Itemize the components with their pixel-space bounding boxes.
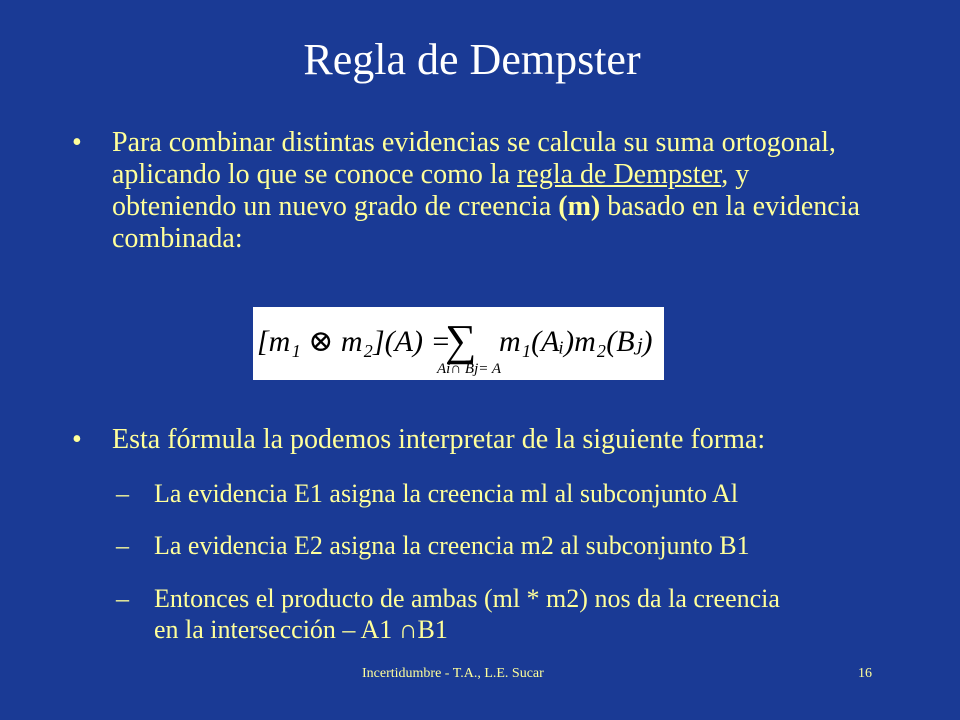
formula-sum-index: Ai∩ Bj= A — [437, 361, 502, 377]
sub-item-e1 — [116, 478, 738, 509]
formula-box — [253, 307, 664, 380]
sub-item-text: La evidencia E1 asigna la creencia ml al subconjunto Al — [154, 479, 739, 508]
m-label: (m) — [558, 191, 601, 222]
sub-item-e2 — [116, 530, 750, 561]
sub-item-text-cont: en la intersección – A1 ∩B1 — [154, 615, 448, 644]
formula-graphic — [253, 307, 664, 380]
formula-rhs: m₁(Aᵢ)m₂(Bⱼ) — [499, 325, 653, 358]
dash: – — [116, 479, 129, 508]
sub-item-text: Entonces el producto de ambas (ml * m2) nos da la creencia — [154, 584, 780, 613]
dempster-rule-link: regla de Dempster — [517, 159, 722, 190]
formula-lhs: [m₁ ⊗ m₂](A) = — [257, 325, 451, 358]
sub-item-text: La evidencia E2 asigna la creencia m2 al subconjunto B1 — [154, 531, 750, 560]
footer-text: Incertidumbre - T.A., L.E. Sucar — [362, 666, 544, 681]
formula-sum: ∑ — [445, 316, 477, 365]
bullet-interpret — [72, 424, 862, 456]
bullet-combine — [72, 127, 862, 255]
bullet-dot: • — [72, 127, 82, 158]
bullet-interpret-text: Esta fórmula la podemos interpretar de la siguiente forma: — [112, 424, 766, 455]
dash: – — [116, 531, 129, 560]
bullet-dot: • — [72, 424, 82, 455]
dash: – — [116, 584, 129, 613]
page-number: 16 — [858, 666, 872, 681]
slide-title: Regla de Dempster — [303, 35, 641, 84]
bullet-combine-text: Para combinar distintas evidencias se calcula su suma ortogonal, aplicando lo que se conoce como la regla de Dempster, y obteniendo un nuevo grado de creencia (m) basado en la evidencia combinada: — [112, 127, 860, 254]
sub-item-product — [116, 583, 780, 645]
